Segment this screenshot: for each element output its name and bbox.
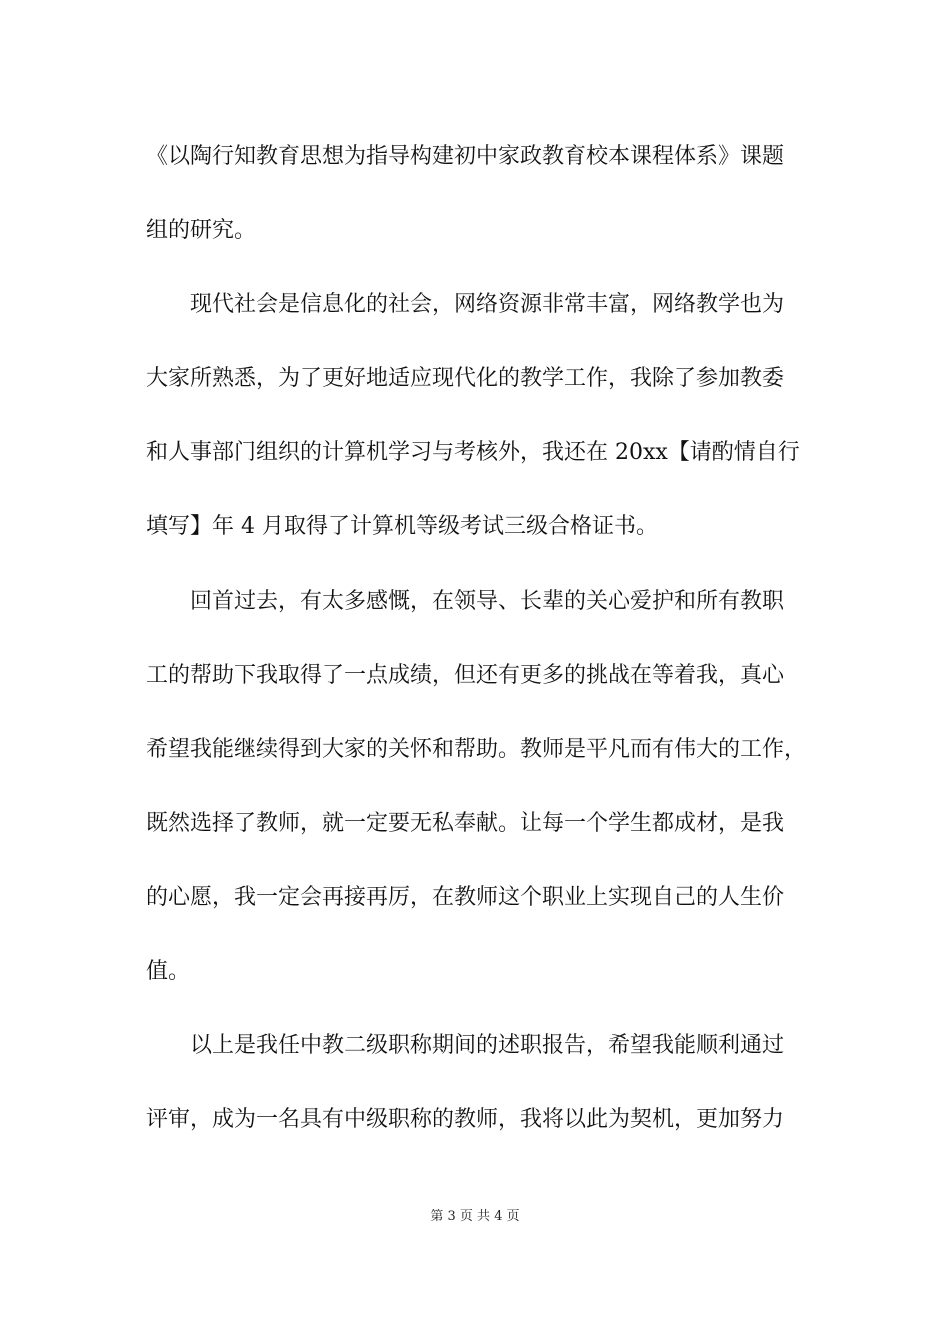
- page-number: 第 3 页 共 4 页: [430, 1209, 520, 1224]
- page-footer: [0, 1207, 950, 1227]
- text-line: 既然选择了教师，就一定要无私奉献。让每一个学生都成材，是我: [146, 811, 785, 836]
- text-line: 希望我能继续得到大家的关怀和帮助。教师是平凡而有伟大的工作，: [146, 737, 806, 762]
- text-line: 工的帮助下我取得了一点成绩，但还有更多的挑战在等着我，真心: [146, 663, 785, 688]
- paragraph-first-line: 以上是我任中教二级职称期间的述职报告，希望我能顺利通过: [190, 1033, 785, 1058]
- text-line: 大家所熟悉，为了更好地适应现代化的教学工作，我除了参加教委: [146, 366, 785, 391]
- paragraph-first-line: 回首过去，有太多感慨，在领导、长辈的关心爱护和所有教职: [190, 589, 785, 614]
- text-line: 《以陶行知教育思想为指导构建初中家政教育校本课程体系》课题: [146, 144, 785, 169]
- text-line: 填写】年 4 月取得了计算机等级考试三级合格证书。: [146, 514, 658, 539]
- text-line: 的心愿，我一定会再接再厉，在教师这个职业上实现自己的人生价: [146, 885, 785, 910]
- paragraph-first-line: 现代社会是信息化的社会，网络资源非常丰富，网络教学也为: [190, 292, 785, 317]
- text-line: 和人事部门组织的计算机学习与考核外，我还在 20xx【请酌情自行: [146, 440, 800, 465]
- text-line: 值。: [146, 959, 191, 984]
- text-line: 评审，成为一名具有中级职称的教师，我将以此为契机，更加努力: [146, 1107, 785, 1132]
- text-line: 组的研究。: [146, 218, 257, 243]
